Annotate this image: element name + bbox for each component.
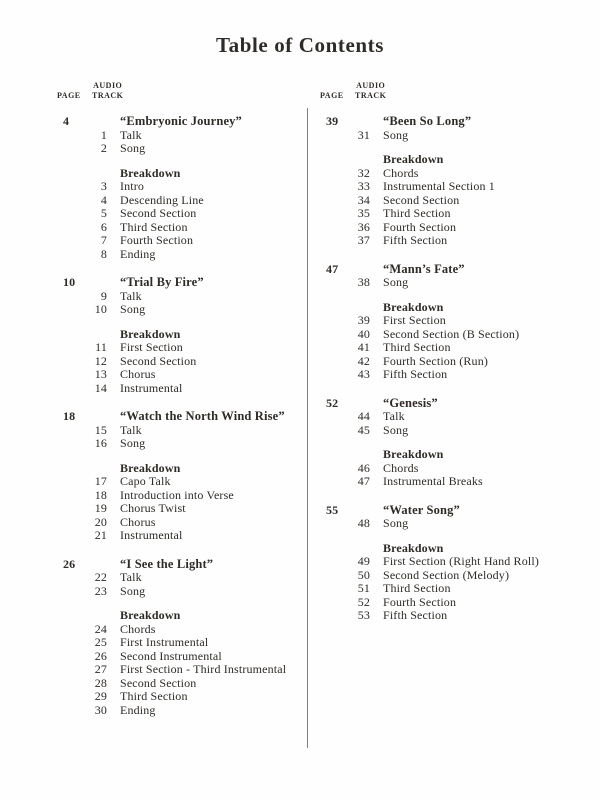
page-spacer <box>318 301 352 315</box>
track-row <box>318 276 590 290</box>
page-column-label: PAGE <box>57 90 81 100</box>
track-number-spacer <box>89 557 107 572</box>
song-page-number: 52 <box>326 395 339 410</box>
column-divider <box>307 108 308 748</box>
track-number-spacer <box>89 609 107 623</box>
track-number: 25 <box>94 635 107 649</box>
track-row <box>55 585 307 599</box>
page-spacer <box>318 596 352 610</box>
breakdown-heading-row <box>318 153 590 167</box>
track-label: Song <box>383 127 409 142</box>
breakdown-track-row <box>318 582 590 596</box>
track-number-spacer <box>352 262 370 277</box>
track-number: 28 <box>94 675 107 690</box>
track-number: 9 <box>100 288 107 303</box>
track-number: 21 <box>94 528 107 542</box>
track-label: Song <box>120 436 146 450</box>
page-spacer <box>318 328 352 342</box>
breakdown-heading-row <box>318 301 590 315</box>
song-page-number: 47 <box>326 261 339 276</box>
track-label: Fifth Section <box>383 233 448 247</box>
song-block <box>318 396 590 489</box>
song-title-row <box>318 114 590 129</box>
track-number-spacer <box>352 503 370 518</box>
song-block <box>318 114 590 248</box>
page-spacer <box>55 355 89 369</box>
track-number: 10 <box>94 302 107 316</box>
song-title: “Genesis” <box>383 395 438 410</box>
breakdown-track-row <box>55 475 307 489</box>
breakdown-track-row <box>55 623 307 637</box>
page-spacer <box>55 462 89 476</box>
track-number: 6 <box>100 219 107 234</box>
breakdown-heading-row <box>55 167 307 181</box>
track-number: 53 <box>357 608 370 622</box>
page-spacer <box>55 437 89 451</box>
track-number: 18 <box>94 487 107 502</box>
breakdown-track-row <box>318 368 590 382</box>
track-label: Chorus Twist <box>120 501 186 515</box>
track-number: 14 <box>94 380 107 395</box>
track-row <box>318 517 590 531</box>
breakdown-track-row <box>55 516 307 530</box>
track-number: 47 <box>357 474 370 488</box>
page-spacer <box>55 475 89 489</box>
breakdown-track-row <box>55 489 307 503</box>
page-spacer <box>318 180 352 194</box>
track-number-spacer <box>89 275 107 290</box>
track-label: First Section <box>383 313 446 327</box>
page-spacer <box>55 382 89 396</box>
track-label: Capo Talk <box>120 474 171 488</box>
track-label: Second Section <box>120 675 197 690</box>
breakdown-track-row <box>318 194 590 208</box>
track-label: Ending <box>120 702 156 717</box>
page-spacer <box>318 609 352 623</box>
breakdown-heading-row <box>318 448 590 462</box>
breakdown-track-row <box>318 341 590 355</box>
track-row <box>318 129 590 143</box>
track-number: 5 <box>100 206 107 220</box>
track-label: Song <box>120 583 146 598</box>
breakdown-heading: Breakdown <box>120 326 181 341</box>
track-row <box>318 410 590 424</box>
page-spacer <box>318 153 352 167</box>
breakdown-heading: Breakdown <box>383 540 444 555</box>
track-label: Fourth Section <box>383 594 457 609</box>
track-number-spacer <box>352 153 370 167</box>
page-spacer <box>318 167 352 181</box>
page-spacer <box>318 129 352 143</box>
track-number: 40 <box>357 326 370 341</box>
track-label: Second Section (Melody) <box>383 567 510 582</box>
track-number: 27 <box>94 662 107 676</box>
page-spacer <box>55 571 89 585</box>
page-spacer <box>55 248 89 262</box>
breakdown-track-row <box>318 234 590 248</box>
breakdown-track-row <box>318 180 590 194</box>
page-spacer <box>55 303 89 317</box>
page-spacer <box>318 276 352 290</box>
breakdown-track-row <box>55 663 307 677</box>
track-number: 43 <box>357 367 370 381</box>
track-label: Fifth Section <box>383 608 448 622</box>
page-spacer <box>55 636 89 650</box>
page-spacer <box>318 410 352 424</box>
track-label: Third Section <box>383 340 451 354</box>
breakdown-track-row <box>318 462 590 476</box>
track-number: 49 <box>357 554 370 568</box>
page-spacer <box>55 502 89 516</box>
page-spacer <box>55 167 89 181</box>
track-number-spacer <box>352 448 370 462</box>
page-spacer <box>55 234 89 248</box>
track-label: Song <box>120 141 146 155</box>
breakdown-track-row <box>55 248 307 262</box>
track-number-spacer <box>352 301 370 315</box>
track-number: 52 <box>357 594 370 609</box>
breakdown-track-row <box>55 368 307 382</box>
breakdown-heading-row <box>55 609 307 623</box>
track-number-spacer <box>352 542 370 556</box>
track-label: Instrumental <box>120 380 183 395</box>
column-header <box>318 80 590 100</box>
song-page-number: 10 <box>63 275 76 289</box>
track-row <box>55 129 307 143</box>
track-number: 23 <box>94 583 107 598</box>
track-number: 20 <box>94 514 107 529</box>
track-number: 22 <box>94 570 107 584</box>
track-label: Talk <box>120 127 142 142</box>
page-spacer <box>318 542 352 556</box>
page-spacer <box>55 368 89 382</box>
page-spacer <box>318 475 352 489</box>
page-spacer <box>318 341 352 355</box>
song-block <box>318 503 590 623</box>
track-label: Descending Line <box>120 192 204 207</box>
breakdown-heading: Breakdown <box>120 460 181 475</box>
breakdown-heading: Breakdown <box>120 608 181 622</box>
track-number: 19 <box>94 501 107 515</box>
track-label: Instrumental Section 1 <box>383 179 495 193</box>
track-row <box>55 290 307 304</box>
track-label: Fourth Section <box>120 233 194 247</box>
song-title: “Mann’s Fate” <box>383 261 465 276</box>
track-label: Talk <box>120 422 142 437</box>
breakdown-track-row <box>318 314 590 328</box>
track-number: 12 <box>94 353 107 368</box>
track-number: 11 <box>95 340 107 354</box>
song-title: “Trial By Fire” <box>120 275 204 289</box>
song-block <box>318 262 590 382</box>
track-label: Third Section <box>120 219 188 234</box>
track-label: Song <box>383 516 409 530</box>
breakdown-track-row <box>318 167 590 181</box>
track-number: 7 <box>100 233 107 247</box>
song-title: “Embryonic Journey” <box>120 114 242 128</box>
page-spacer <box>55 663 89 677</box>
page-spacer <box>318 448 352 462</box>
breakdown-track-row <box>318 221 590 235</box>
track-number: 1 <box>100 127 107 142</box>
track-number: 38 <box>357 275 370 289</box>
track-label: Second Section (B Section) <box>383 326 520 341</box>
column-header <box>55 80 307 100</box>
track-number: 31 <box>357 127 370 142</box>
track-label: First Section - Third Instrumental <box>120 662 287 676</box>
song-page-number: 4 <box>63 114 70 128</box>
song-title: “Watch the North Wind Rise” <box>120 409 285 423</box>
track-number: 16 <box>94 436 107 450</box>
page-spacer <box>55 180 89 194</box>
track-label: Chords <box>383 165 419 180</box>
audio-track-column-label: AUDIO TRACK <box>355 81 387 100</box>
breakdown-track-row <box>55 690 307 704</box>
song-page-number: 39 <box>326 114 339 128</box>
song-block <box>55 114 307 261</box>
toc-column-left <box>55 80 307 717</box>
track-label: Introduction into Verse <box>120 487 234 502</box>
page-spacer <box>318 355 352 369</box>
breakdown-track-row <box>55 221 307 235</box>
song-page-number: 55 <box>326 502 339 517</box>
track-number: 48 <box>357 516 370 530</box>
track-number-spacer <box>89 114 107 129</box>
track-number: 15 <box>94 422 107 437</box>
track-label: Instrumental <box>120 528 183 542</box>
track-number: 34 <box>357 192 370 207</box>
track-label: Fourth Section <box>383 219 457 234</box>
breakdown-track-row <box>55 207 307 221</box>
track-row <box>318 424 590 438</box>
song-title-row <box>318 262 590 277</box>
song-title: “Been So Long” <box>383 114 472 128</box>
breakdown-track-row <box>55 677 307 691</box>
breakdown-track-row <box>55 704 307 718</box>
track-number: 46 <box>357 460 370 475</box>
song-block <box>55 275 307 395</box>
track-number-spacer <box>89 462 107 476</box>
page-spacer <box>55 650 89 664</box>
track-number: 8 <box>100 246 107 261</box>
page-spacer <box>318 221 352 235</box>
track-label: Song <box>383 422 409 437</box>
track-label: Talk <box>120 570 142 584</box>
breakdown-track-row <box>318 609 590 623</box>
track-number: 3 <box>100 179 107 193</box>
page-spacer <box>55 207 89 221</box>
track-label: Fourth Section (Run) <box>383 353 488 368</box>
breakdown-track-row <box>55 502 307 516</box>
track-number: 37 <box>357 233 370 247</box>
page-spacer <box>318 582 352 596</box>
track-label: Third Section <box>120 689 188 703</box>
page-spacer <box>55 585 89 599</box>
breakdown-track-row <box>55 194 307 208</box>
track-number-spacer <box>89 328 107 342</box>
page-spacer <box>318 368 352 382</box>
track-number: 26 <box>94 648 107 663</box>
track-label: Chorus <box>120 514 156 529</box>
track-label: First Section <box>120 340 183 354</box>
track-row <box>55 424 307 438</box>
song-page-number: 18 <box>63 409 76 423</box>
page-spacer <box>55 690 89 704</box>
song-title-row <box>318 396 590 411</box>
track-number: 45 <box>357 422 370 437</box>
song-title-row <box>55 114 307 129</box>
song-title-row <box>55 557 307 572</box>
song-title-row <box>55 275 307 290</box>
breakdown-track-row <box>55 650 307 664</box>
breakdown-track-row <box>55 636 307 650</box>
track-number: 32 <box>357 165 370 180</box>
page-spacer <box>318 207 352 221</box>
track-number: 29 <box>94 689 107 703</box>
page-spacer <box>55 516 89 530</box>
track-label: Third Section <box>383 581 451 595</box>
track-row <box>55 571 307 585</box>
breakdown-track-row <box>55 529 307 543</box>
toc-column-right <box>318 80 590 623</box>
track-number-spacer <box>89 167 107 181</box>
track-number: 30 <box>94 702 107 717</box>
page-spacer <box>55 221 89 235</box>
breakdown-track-row <box>55 382 307 396</box>
breakdown-track-row <box>55 180 307 194</box>
song-block <box>55 557 307 718</box>
breakdown-heading-row <box>318 542 590 556</box>
page-title: Table of Contents <box>215 33 385 57</box>
track-label: First Section (Right Hand Roll) <box>383 554 539 568</box>
track-number: 50 <box>357 567 370 582</box>
page-spacer <box>55 529 89 543</box>
track-number: 39 <box>357 313 370 327</box>
breakdown-track-row <box>55 341 307 355</box>
breakdown-track-row <box>318 328 590 342</box>
track-number-spacer <box>89 409 107 424</box>
track-number: 2 <box>100 141 107 155</box>
track-label: Chords <box>383 460 419 475</box>
track-number: 44 <box>357 409 370 423</box>
breakdown-track-row <box>318 596 590 610</box>
breakdown-track-row <box>318 569 590 583</box>
page-spacer <box>55 328 89 342</box>
page-spacer <box>55 677 89 691</box>
page-spacer <box>55 341 89 355</box>
track-number: 24 <box>94 621 107 636</box>
track-row <box>55 437 307 451</box>
track-number: 33 <box>357 179 370 193</box>
breakdown-heading: Breakdown <box>383 152 444 166</box>
track-label: Fifth Section <box>383 367 448 381</box>
track-label: Second Section <box>383 192 460 207</box>
track-number: 41 <box>357 340 370 354</box>
page-spacer <box>318 555 352 569</box>
page-spacer <box>318 517 352 531</box>
breakdown-track-row <box>55 234 307 248</box>
breakdown-heading-row <box>55 462 307 476</box>
song-title: “Water Song” <box>383 502 460 517</box>
track-number: 35 <box>357 206 370 220</box>
track-label: Talk <box>120 288 142 303</box>
breakdown-heading: Breakdown <box>120 165 181 180</box>
track-number: 36 <box>357 219 370 234</box>
track-number: 42 <box>357 353 370 368</box>
page-spacer <box>318 569 352 583</box>
breakdown-heading-row <box>55 328 307 342</box>
track-label: Song <box>383 275 409 289</box>
song-title-row <box>55 409 307 424</box>
track-number: 13 <box>94 367 107 381</box>
breakdown-heading: Breakdown <box>383 447 444 461</box>
page-spacer <box>318 234 352 248</box>
track-label: Second Instrumental <box>120 648 222 663</box>
page-spacer <box>55 609 89 623</box>
page-spacer <box>55 142 89 156</box>
page-spacer <box>318 424 352 438</box>
page-spacer <box>55 623 89 637</box>
breakdown-track-row <box>318 355 590 369</box>
track-label: First Instrumental <box>120 635 209 649</box>
track-number: 4 <box>100 192 107 207</box>
track-label: Chorus <box>120 367 156 381</box>
track-label: Talk <box>383 409 405 423</box>
track-label: Intro <box>120 179 145 193</box>
page-spacer <box>318 462 352 476</box>
track-label: Instrumental Breaks <box>383 474 483 488</box>
track-number-spacer <box>352 396 370 411</box>
track-label: Third Section <box>383 206 451 220</box>
page-spacer <box>55 290 89 304</box>
track-number: 17 <box>94 474 107 488</box>
track-number: 51 <box>357 581 370 595</box>
breakdown-track-row <box>55 355 307 369</box>
breakdown-track-row <box>318 555 590 569</box>
track-label: Second Section <box>120 206 197 220</box>
track-label: Chords <box>120 621 156 636</box>
track-label: Song <box>120 302 146 316</box>
page-spacer <box>55 489 89 503</box>
song-title-row <box>318 503 590 518</box>
page-spacer <box>55 704 89 718</box>
breakdown-heading: Breakdown <box>383 299 444 314</box>
page-spacer <box>55 194 89 208</box>
page-spacer <box>318 314 352 328</box>
page-spacer <box>318 194 352 208</box>
page-spacer <box>55 129 89 143</box>
breakdown-track-row <box>318 207 590 221</box>
page-column-label: PAGE <box>320 90 344 100</box>
audio-track-column-label: AUDIO TRACK <box>92 81 124 100</box>
track-label: Ending <box>120 246 156 261</box>
breakdown-track-row <box>318 475 590 489</box>
track-row <box>55 142 307 156</box>
song-page-number: 26 <box>63 556 76 571</box>
song-title: “I See the Light” <box>120 556 214 571</box>
track-row <box>55 303 307 317</box>
song-block <box>55 409 307 543</box>
page-spacer <box>55 424 89 438</box>
track-label: Second Section <box>120 353 197 368</box>
track-number-spacer <box>352 114 370 129</box>
